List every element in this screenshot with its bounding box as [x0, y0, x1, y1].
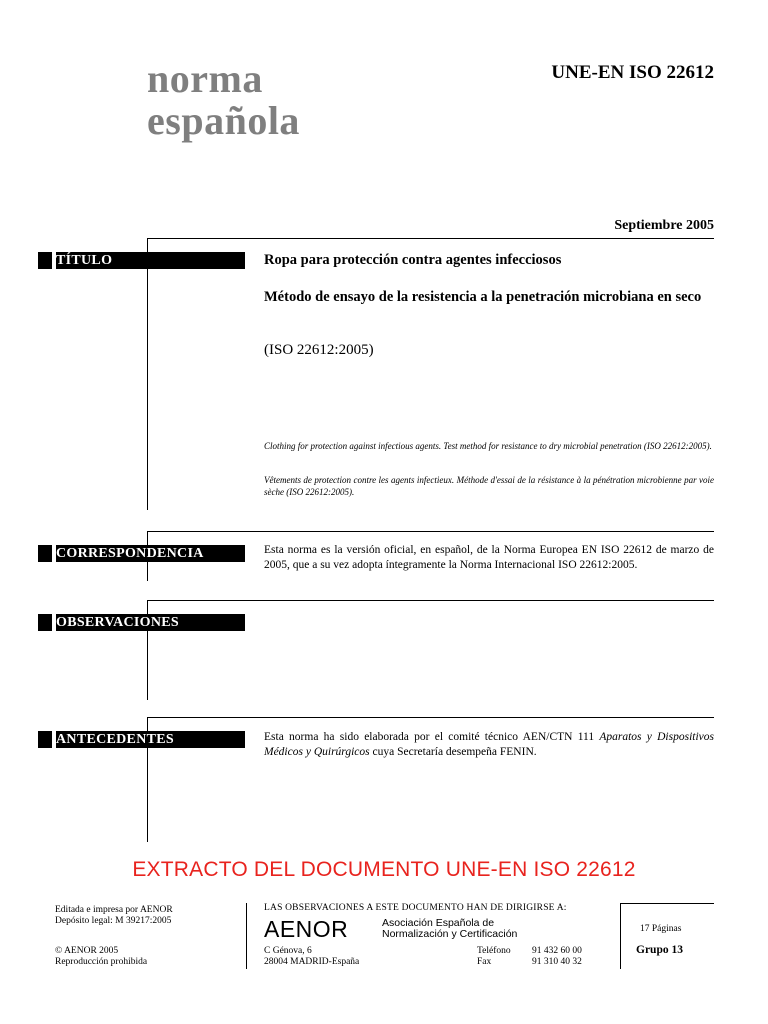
aenor-name-line-1: Asociación Española de — [382, 917, 495, 929]
aenor-full-name — [382, 918, 517, 940]
section-label-text: TÍTULO — [56, 253, 113, 268]
legal-deposit: Depósito legal: M 39217:2005 — [55, 916, 172, 926]
section-label-text: OBSERVACIONES — [56, 615, 179, 630]
section-label-observaciones — [38, 614, 245, 631]
edited-by: Editada e impresa por AENOR — [55, 905, 173, 915]
extract-notice: EXTRACTO DEL DOCUMENTO UNE-EN ISO 22612 — [132, 858, 636, 881]
iso-reference: (ISO 22612:2005) — [264, 342, 374, 358]
section-label-antecedentes — [38, 731, 245, 748]
divider-observaciones — [147, 600, 714, 601]
aenor-name-line-2: Normalización y Certificación — [382, 928, 518, 940]
footer-left-bottom — [55, 946, 147, 968]
brand-line-2: española — [147, 98, 300, 143]
title-main: Ropa para protección contra agentes infecciosos — [264, 252, 562, 268]
title-method: Método de ensayo de la resistencia a la penetración microbiana en seco — [264, 289, 702, 305]
standard-code: UNE-EN ISO 22612 — [551, 62, 714, 83]
divider-antecedentes — [147, 717, 714, 718]
footer-divider-left — [246, 903, 247, 969]
observations-heading: LAS OBSERVACIONES A ESTE DOCUMENTO HAN DE DIRIGIRSE A: — [264, 903, 567, 913]
section-label-correspondencia — [38, 545, 245, 562]
copyright: © AENOR 2005 — [55, 946, 119, 956]
english-title: Clothing for protection against infectious agents. Test method for resistance to dry microbial penetration (ISO 22612:2005). — [264, 441, 712, 451]
publication-date: Septiembre 2005 — [614, 218, 714, 233]
price-group: Grupo 13 — [636, 944, 683, 956]
brand-line-1: norma — [147, 56, 263, 101]
frame-line-titulo — [147, 238, 148, 510]
reproduction-notice: Reproducción prohibida — [55, 957, 148, 967]
contact-labels — [477, 946, 511, 968]
section-label-text: ANTECEDENTES — [56, 732, 174, 747]
brand-wordmark — [147, 58, 300, 142]
phone-label: Teléfono — [477, 946, 511, 956]
antecedentes-text-post: cuya Secretaría desempeña FENIN. — [369, 746, 537, 758]
antecedentes-text-pre: Esta norma ha sido elaborada por el comité técnico AEN/CTN 111 — [264, 731, 600, 743]
footer-left-top — [55, 905, 173, 927]
fax-value: 91 310 40 32 — [532, 957, 582, 967]
section-label-text: CORRESPONDENCIA — [56, 546, 204, 561]
phone-value: 91 432 60 00 — [532, 946, 582, 956]
section-label-titulo — [38, 252, 245, 269]
fax-label: Fax — [477, 957, 492, 967]
footer-pages-top-rule — [620, 903, 714, 904]
footer-divider-right — [620, 903, 621, 969]
address — [264, 946, 359, 968]
address-city: 28004 MADRID-España — [264, 957, 360, 967]
page-count: 17 Páginas — [640, 924, 682, 934]
divider-correspondencia — [147, 531, 714, 532]
antecedentes-text — [264, 730, 714, 760]
address-street: C Génova, 6 — [264, 946, 312, 956]
aenor-logo: AENOR — [264, 916, 349, 942]
antecedentes-committee-name: Aparatos y Dispositivos Médicos y Quirúrgicos — [264, 731, 714, 758]
correspondencia-text: Esta norma es la versión oficial, en español, de la Norma Europea EN ISO 22612 de marzo de 2005, que a su vez adopta íntegramente la Norma Internacional ISO 22612:2005. — [264, 544, 714, 571]
divider-top — [147, 238, 714, 239]
contact-values — [532, 946, 582, 968]
french-title: Vêtements de protection contre les agents infectieux. Méthode d'essai de la résistance à la pénétration microbienne par voie sèche (ISO 22612:2005). — [264, 475, 714, 497]
